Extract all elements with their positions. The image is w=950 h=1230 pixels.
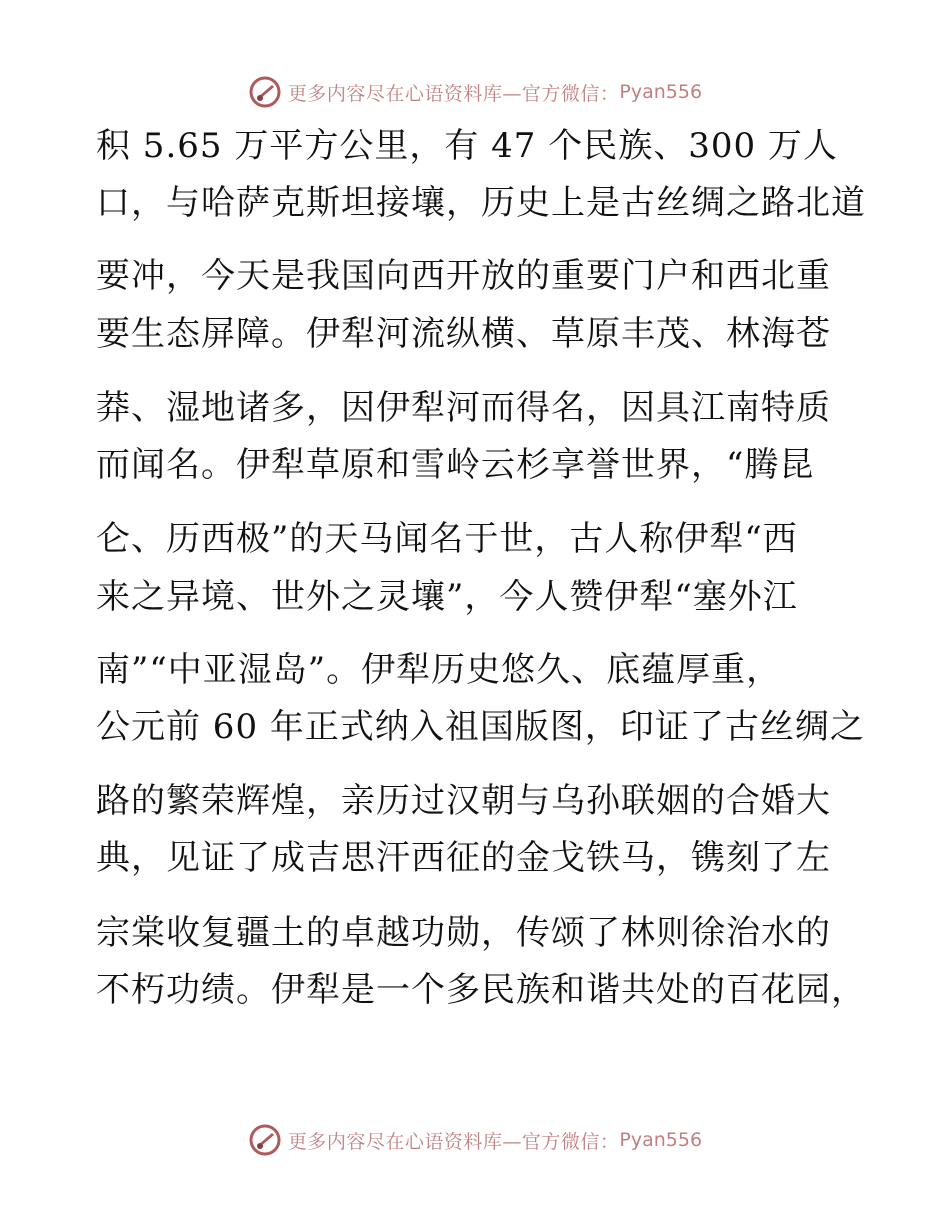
body-line: 典，见证了成吉思汗西征的金戈铁马，镌刻了左 xyxy=(96,838,831,878)
body-line: 南”“中亚湿岛”。伊犁历史悠久、底蕴厚重， xyxy=(96,650,782,690)
watermark-brand: Pyan556 xyxy=(619,81,703,103)
logo-icon xyxy=(248,75,282,109)
body-line: 仑、历西极”的天马闻名于世，古人称伊犁“西 xyxy=(96,519,798,559)
body-line: 莽、湿地诸多，因伊犁河而得名，因具江南特质 xyxy=(96,388,831,428)
body-line: 要生态屏障。伊犁河流纵横、草原丰茂、林海苍 xyxy=(96,314,831,354)
body-line: 而闻名。伊犁草原和雪岭云杉享誉世界，“腾昆 xyxy=(96,445,815,485)
body-line: 来之异境、世外之灵壤”，今人赞伊犁“塞外江 xyxy=(96,577,798,617)
body-line: 不朽功绩。伊犁是一个多民族和谐共处的百花园， xyxy=(96,970,866,1010)
body-line: 路的繁荣辉煌，亲历过汉朝与乌孙联姻的合婚大 xyxy=(96,781,831,821)
body-line: 公元前 60 年正式纳入祖国版图，印证了古丝绸之 xyxy=(96,707,865,747)
header-watermark xyxy=(0,72,950,112)
body-line: 宗棠收复疆土的卓越功勋，传颂了林则徐治水的 xyxy=(96,913,831,953)
footer-watermark xyxy=(0,1120,950,1160)
body-line: 口，与哈萨克斯坦接壤，历史上是古丝绸之路北道 xyxy=(96,183,866,223)
body-line: 积 5.65 万平方公里，有 47 个民族、300 万人 xyxy=(96,126,838,166)
logo-icon xyxy=(248,1123,282,1157)
watermark-brand: Pyan556 xyxy=(619,1129,703,1151)
watermark-text: 更多内容尽在心语资料库—官方微信： xyxy=(287,82,620,105)
body-line: 要冲，今天是我国向西开放的重要门户和西北重 xyxy=(96,256,831,296)
watermark-text: 更多内容尽在心语资料库—官方微信： xyxy=(287,1130,620,1153)
